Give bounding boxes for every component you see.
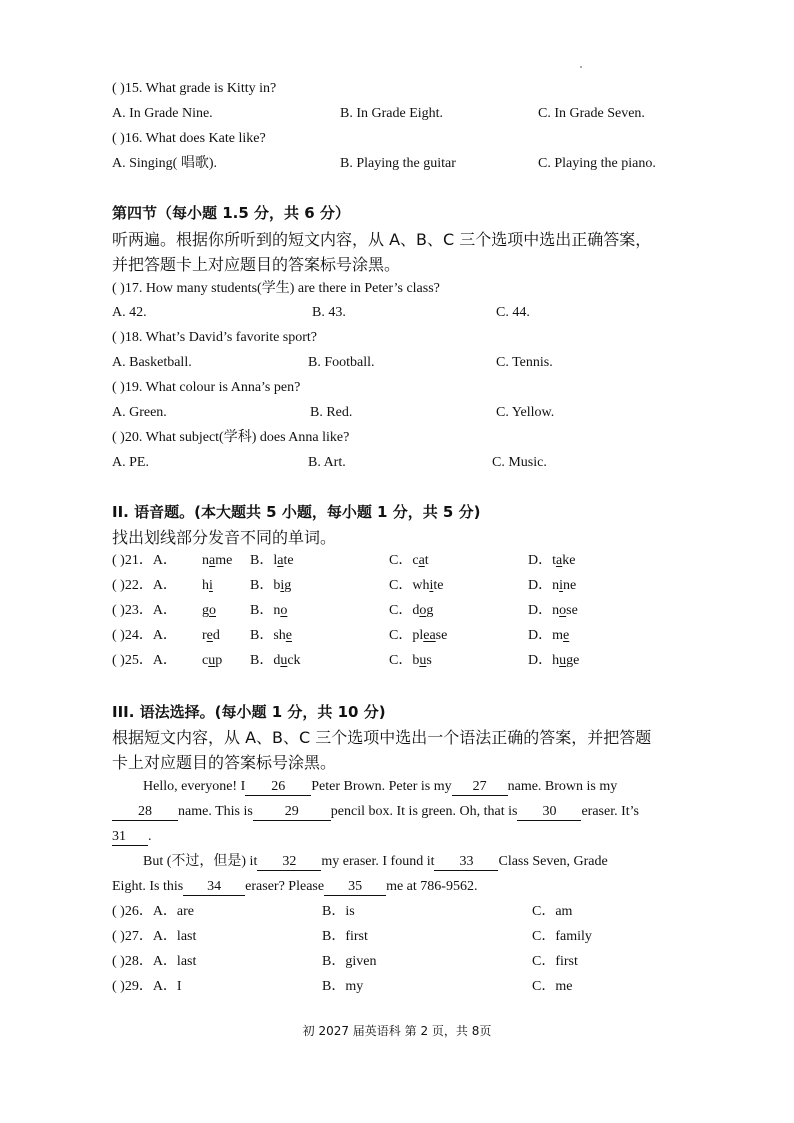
underlined-letters: o — [419, 603, 427, 618]
q18-stem: ( )18. What’s David’s favorite sport? — [112, 330, 318, 345]
passage-line-1 — [143, 777, 617, 797]
word-part: B．sh — [250, 628, 286, 643]
blank-33: 33 — [434, 854, 498, 871]
q23-option-b — [250, 601, 287, 621]
q17-option-c: C. 44. — [496, 305, 530, 320]
q25-option-d — [528, 651, 579, 671]
passage-text: Hello, everyone! I — [143, 779, 246, 794]
word-part: D．n — [528, 603, 560, 618]
q28-option-c: C．first — [532, 954, 578, 969]
q22-option-b — [250, 576, 291, 596]
q29-stem: ( )29．A．I — [112, 979, 182, 994]
part3-instruction-2: 卡上对应题目的答案标号涂黑。 — [112, 753, 337, 772]
word-part: r — [202, 628, 207, 643]
word-part: B．d — [250, 653, 281, 668]
word-part: g — [426, 603, 434, 618]
q24-option-d — [528, 626, 569, 646]
underlined-letters: u — [208, 653, 216, 668]
underlined-letters: a — [209, 553, 216, 568]
section4-instruction-2: 并把答题卡上对应题目的答案标号涂黑。 — [112, 255, 401, 274]
q15-option-c: C. In Grade Seven. — [538, 106, 645, 121]
underlined-letters: i — [559, 578, 564, 593]
q25-option-a — [202, 651, 222, 671]
passage-line-3 — [112, 827, 152, 847]
word-part: B．n — [250, 603, 281, 618]
q19-option-a: A. Green. — [112, 405, 167, 420]
passage-text: eraser. It’s — [581, 804, 639, 819]
underlined-letters: a — [556, 553, 563, 568]
word-part: D．t — [528, 553, 556, 568]
underlined-letters: u — [419, 653, 427, 668]
word-part: C．pl — [389, 628, 424, 643]
q27-option-b: B．first — [322, 929, 368, 944]
word-part: g — [284, 578, 292, 593]
q15-stem: ( )15. What grade is Kitty in? — [112, 81, 277, 96]
word-part: t — [424, 553, 429, 568]
q21-number: ( )21．A． — [112, 553, 177, 568]
q22-option-d — [528, 576, 576, 596]
passage-line-2 — [112, 802, 639, 822]
passage-text: pencil box. It is green. Oh, that is — [330, 804, 518, 819]
part2-title: II. 语音题。(本大题共 5 小题，每小题 1 分，共 5 分) — [112, 503, 481, 521]
word-part: te — [433, 578, 444, 593]
passage-text: eraser? Please — [245, 879, 325, 894]
q18-option-c: C. Tennis. — [496, 355, 553, 370]
word-part: h — [202, 578, 209, 593]
q25-number: ( )25．A． — [112, 653, 177, 668]
word-part: B．b — [250, 578, 281, 593]
blank-29: 29 — [253, 804, 331, 821]
underlined-letters: u — [280, 653, 288, 668]
part2-instruction: 找出划线部分发音不同的单词。 — [112, 528, 337, 547]
page-footer: 初 2027 届英语科 第 2 页，共 8页 — [302, 1024, 492, 1038]
passage-text: But (不过，但是) it — [143, 854, 258, 869]
q21-option-b — [250, 551, 294, 571]
word-part: te — [283, 553, 294, 568]
q17-option-a: A. 42. — [112, 305, 147, 320]
blank-28: 28 — [112, 804, 178, 821]
word-part: D．h — [528, 653, 560, 668]
word-part: p — [215, 653, 223, 668]
underlined-letters: o — [209, 603, 216, 618]
word-part: ke — [562, 553, 576, 568]
word-part: se — [435, 628, 448, 643]
passage-line-4 — [143, 852, 608, 872]
blank-27: 27 — [452, 779, 508, 796]
word-part: D．n — [528, 578, 560, 593]
section4-instruction-1: 听两遍。根据你所听到的短文内容，从 A、B、C 三个选项中选出正确答案， — [112, 230, 652, 249]
word-part: s — [426, 653, 432, 668]
q22-option-a — [202, 576, 213, 596]
underlined-letters: e — [563, 628, 570, 643]
part3-instruction-1: 根据短文内容，从 A、B、C 三个选项中选出一个语法正确的答案，并把答题 — [112, 728, 652, 747]
q20-option-c: C. Music. — [492, 455, 547, 470]
q29-option-b: B．my — [322, 979, 364, 994]
word-part: d — [212, 628, 220, 643]
passage-text: Peter Brown. Peter is my — [311, 779, 452, 794]
q27-option-c: C．family — [532, 929, 592, 944]
q23-option-c — [389, 601, 433, 621]
q15-option-b: B. In Grade Eight. — [340, 106, 444, 121]
q16-option-c: C. Playing the piano. — [538, 156, 656, 171]
blank-31: 31 — [112, 829, 148, 846]
blank-30: 30 — [517, 804, 581, 821]
word-part: n — [202, 553, 209, 568]
underlined-letters: o — [559, 603, 567, 618]
q16-option-b: B. Playing the guitar — [340, 156, 456, 171]
q20-stem: ( )20. What subject(学科) does Anna like? — [112, 430, 350, 445]
passage-text: name. This is — [178, 804, 253, 819]
passage-text: name. Brown is my — [507, 779, 618, 794]
q26-option-c: C．am — [532, 904, 573, 919]
q19-option-b: B. Red. — [310, 405, 353, 420]
word-part: g — [202, 603, 209, 618]
scan-dot — [580, 66, 582, 68]
underlined-letters: a — [277, 553, 284, 568]
word-part: ck — [287, 653, 301, 668]
q25-option-b — [250, 651, 301, 671]
underlined-letters: i — [280, 578, 285, 593]
underlined-letters: i — [209, 578, 213, 593]
underlined-letters: u — [559, 653, 567, 668]
q21-option-a — [202, 551, 232, 571]
word-part: ge — [566, 653, 580, 668]
passage-text: Class Seven, Grade — [498, 854, 608, 869]
q20-option-a: A. PE. — [112, 455, 149, 470]
underlined-letters: e — [206, 628, 213, 643]
underlined-letters: e — [285, 628, 293, 643]
word-part: c — [202, 653, 209, 668]
q21-option-c — [389, 551, 429, 571]
q23-option-a — [202, 601, 216, 621]
q22-option-c — [389, 576, 443, 596]
word-part: se — [566, 603, 578, 618]
word-part: C．b — [389, 653, 420, 668]
blank-26: 26 — [245, 779, 311, 796]
word-part: C．wh — [389, 578, 430, 593]
q17-option-b: B. 43. — [312, 305, 346, 320]
q26-option-b: B．is — [322, 904, 355, 919]
blank-32: 32 — [257, 854, 321, 871]
q19-option-c: C. Yellow. — [496, 405, 555, 420]
passage-line-5 — [112, 877, 477, 897]
underlined-letters: i — [429, 578, 434, 593]
part3-title: III. 语法选择。(每小题 1 分，共 10 分) — [112, 703, 386, 721]
q24-option-a — [202, 626, 220, 646]
q21-option-d — [528, 551, 575, 571]
q24-number: ( )24．A． — [112, 628, 177, 643]
passage-text: . — [148, 829, 152, 844]
passage-text: Eight. Is this — [112, 879, 184, 894]
q25-option-c — [389, 651, 432, 671]
word-part: C．d — [389, 603, 420, 618]
section4-title: 第四节（每小题 1.5 分，共 6 分） — [112, 204, 350, 222]
q23-number: ( )23．A． — [112, 603, 177, 618]
q28-stem: ( )28．A．last — [112, 954, 197, 969]
word-part: ne — [563, 578, 577, 593]
q17-stem: ( )17. How many students(学生) are there in Peter’s class? — [112, 281, 440, 296]
q16-stem: ( )16. What does Kate like? — [112, 131, 266, 146]
q19-stem: ( )19. What colour is Anna’s pen? — [112, 380, 301, 395]
q29-option-c: C．me — [532, 979, 573, 994]
underlined-letters: o — [280, 603, 288, 618]
q24-option-b — [250, 626, 292, 646]
q22-number: ( )22．A． — [112, 578, 177, 593]
q26-stem: ( )26．A．are — [112, 904, 195, 919]
q20-option-b: B. Art. — [308, 455, 346, 470]
word-part: me — [215, 553, 233, 568]
passage-text: me at 786-9562. — [386, 879, 478, 894]
word-part: D．m — [528, 628, 563, 643]
q24-option-c — [389, 626, 447, 646]
word-part: B．l — [250, 553, 278, 568]
q28-option-b: B．given — [322, 954, 377, 969]
q23-option-d — [528, 601, 578, 621]
q18-option-b: B. Football. — [308, 355, 375, 370]
blank-34: 34 — [183, 879, 245, 896]
q15-option-a: A. In Grade Nine. — [112, 106, 213, 121]
q16-option-a: A. Singing( 唱歌). — [112, 156, 217, 171]
word-part: C．c — [389, 553, 419, 568]
blank-35: 35 — [324, 879, 386, 896]
underlined-letters: a — [418, 553, 425, 568]
passage-text: my eraser. I found it — [321, 854, 435, 869]
underlined-letters: ea — [423, 628, 436, 643]
q27-stem: ( )27．A．last — [112, 929, 197, 944]
q18-option-a: A. Basketball. — [112, 355, 192, 370]
